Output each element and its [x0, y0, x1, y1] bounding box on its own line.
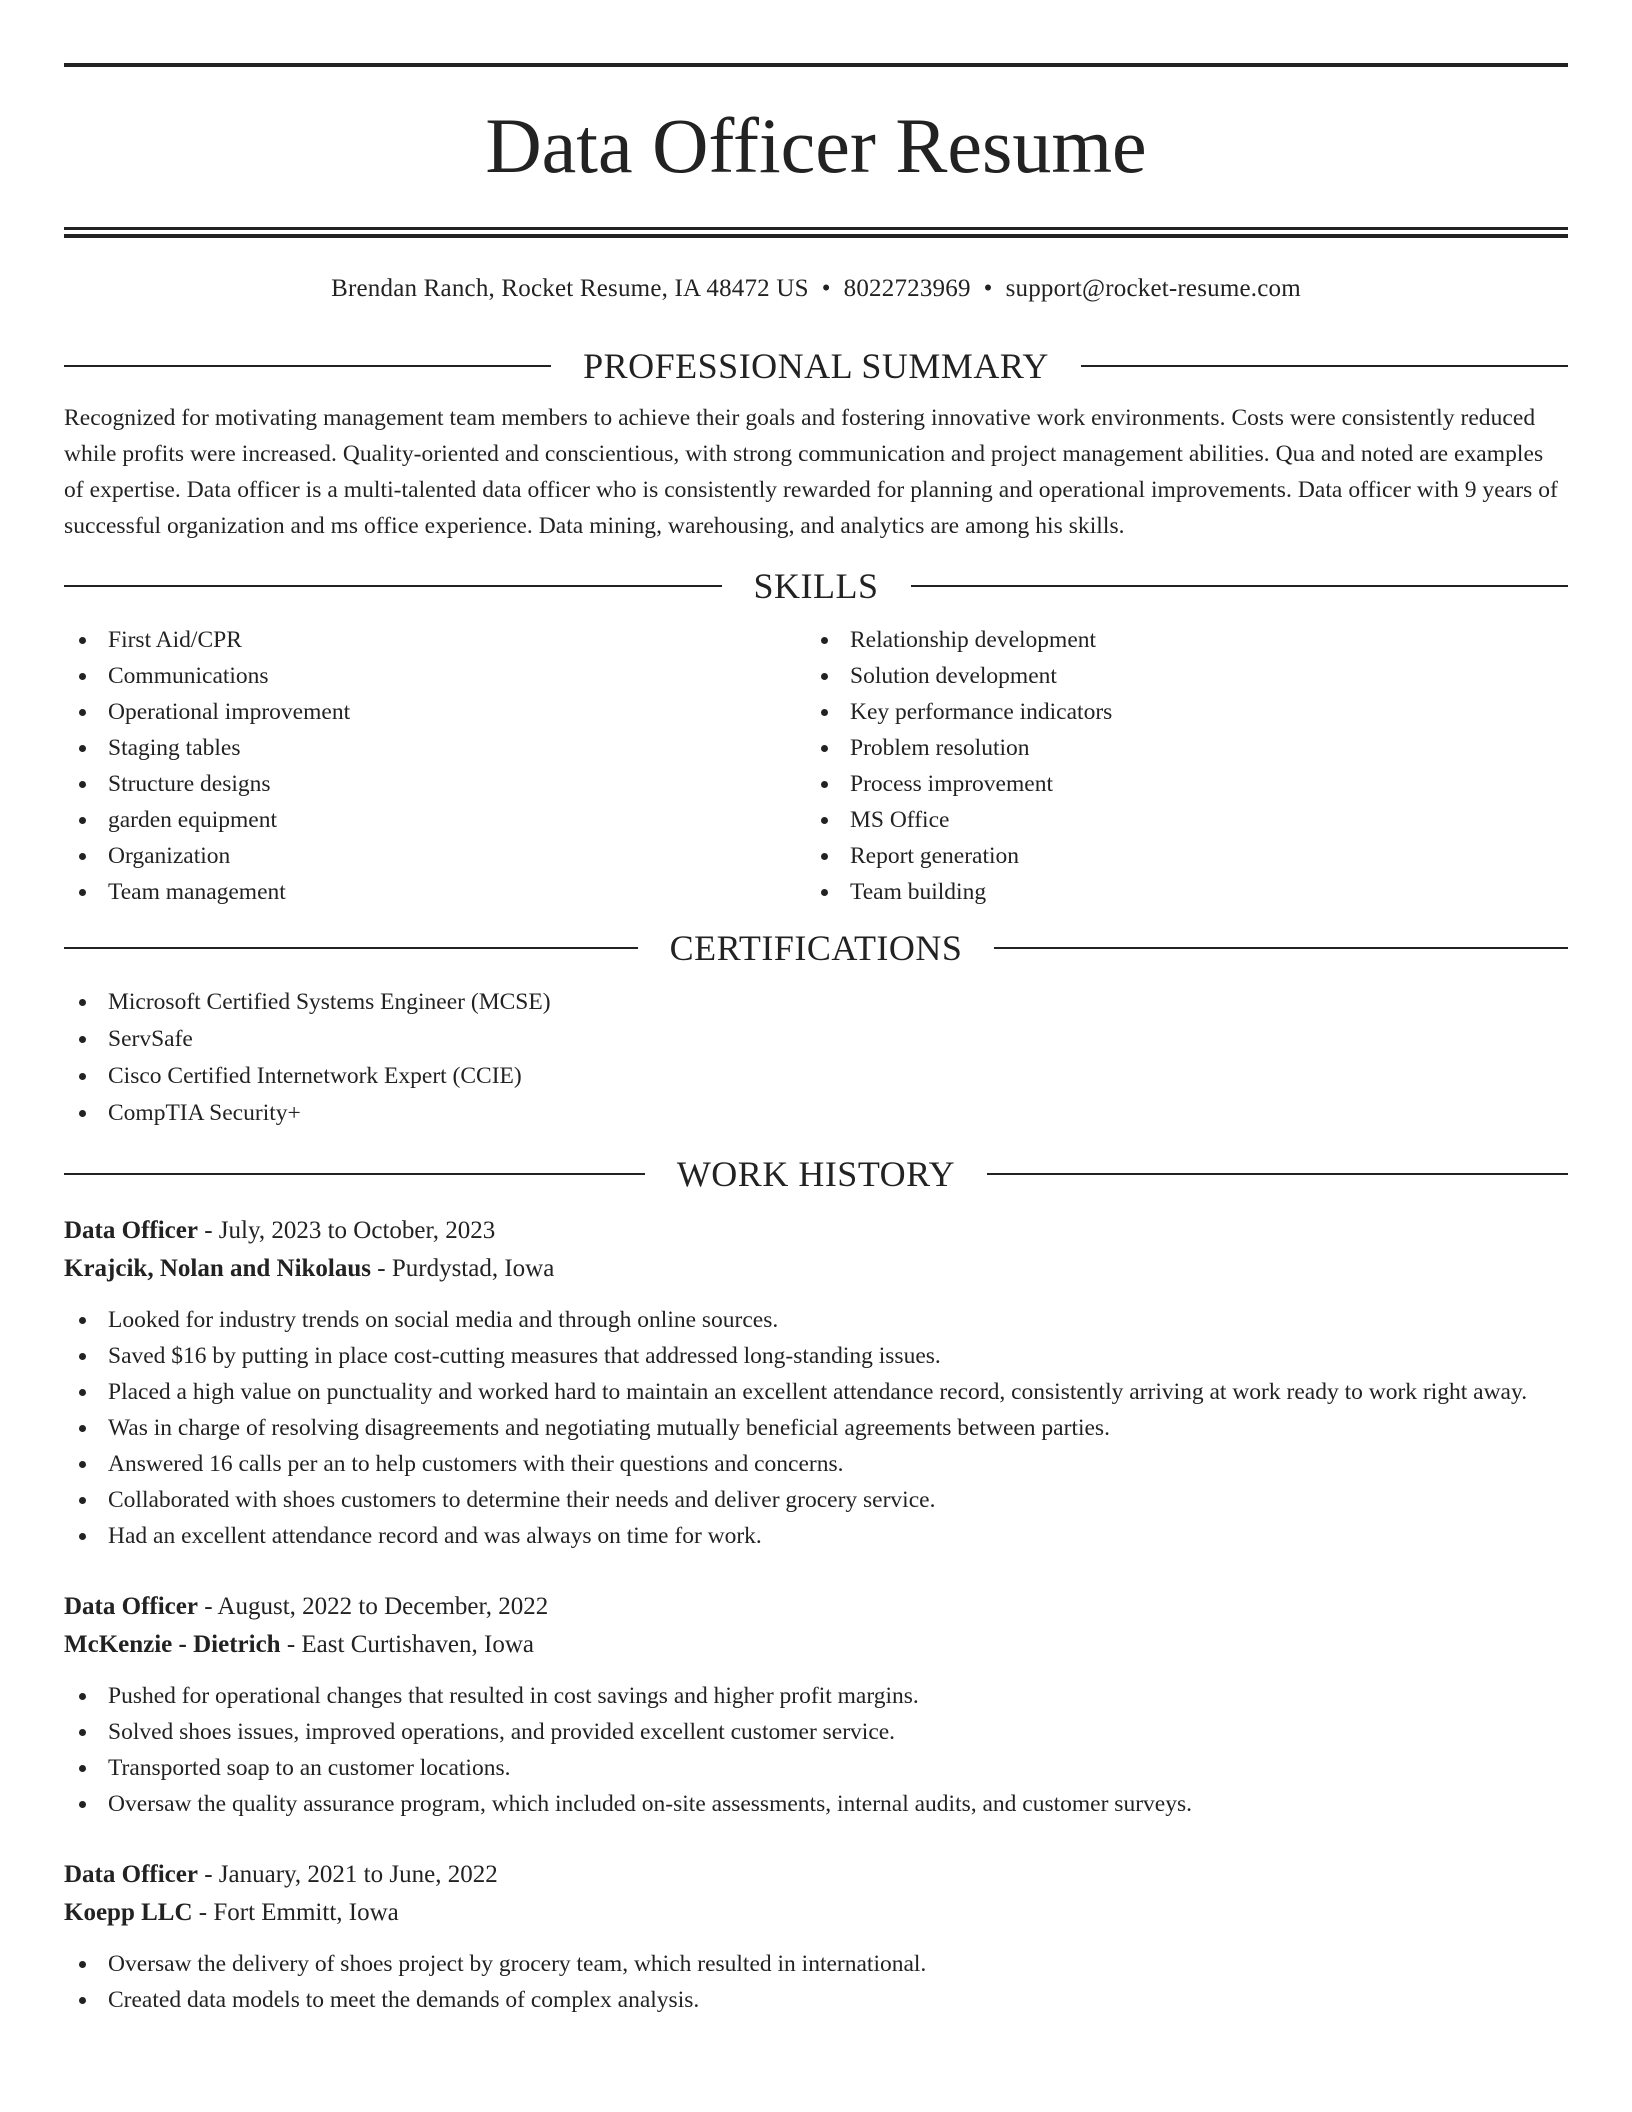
certification-item: ServSafe: [64, 1021, 1568, 1058]
job-title-line: [64, 1856, 1568, 1894]
section-rule: [64, 585, 722, 587]
job-location: East Curtishaven, Iowa: [301, 1631, 534, 1658]
skill-item: Team management: [64, 874, 806, 910]
job-title-line: [64, 1212, 1568, 1250]
job-company-line: [64, 1626, 1568, 1664]
skill-item: Operational improvement: [64, 694, 806, 730]
job-bullet: Had an excellent attendance record and was always on time for work.: [64, 1518, 1568, 1554]
job-company: McKenzie - Dietrich: [64, 1631, 281, 1658]
job-dates: July, 2023 to October, 2023: [218, 1217, 496, 1244]
job-entry: [64, 1856, 1568, 2018]
job-bullet: Oversaw the quality assurance program, which included on-site assessments, internal audits, and customer surveys.: [64, 1786, 1568, 1822]
contact-line: [64, 274, 1568, 304]
section-heading-summary: [64, 344, 1568, 388]
job-dash: -: [197, 1861, 219, 1888]
skill-item: Relationship development: [806, 622, 1548, 658]
job-dash: -: [197, 1593, 218, 1620]
job-bullet: Oversaw the delivery of shoes project by grocery team, which resulted in international.: [64, 1946, 1568, 1982]
contact-separator: •: [983, 275, 993, 302]
section-rule: [994, 947, 1568, 949]
header-top-rule: [64, 63, 1568, 67]
section-rule: [64, 1173, 645, 1175]
job-dash: -: [192, 1899, 214, 1926]
job-bullets: [64, 1946, 1568, 2018]
skills-list-right: [806, 622, 1548, 910]
job-location: Fort Emmitt, Iowa: [213, 1899, 399, 1926]
job-title: Data Officer: [64, 1217, 198, 1244]
resume-title: Data Officer Resume: [485, 102, 1147, 189]
job-title: Data Officer: [64, 1861, 198, 1888]
skill-item: Problem resolution: [806, 730, 1548, 766]
work-history-list: [64, 1212, 1568, 2018]
section-rule: [987, 1173, 1568, 1175]
job-company: Koepp LLC: [64, 1899, 193, 1926]
skills-list-left: [64, 622, 806, 910]
skill-item: Staging tables: [64, 730, 806, 766]
job-bullet: Transported soap to an customer locations.: [64, 1750, 1568, 1786]
contact-phone: 8022723969: [843, 275, 971, 302]
job-entry: [64, 1212, 1568, 1554]
job-bullet: Placed a high value on punctuality and worked hard to maintain an excellent attendance record, consistently arriving at work ready to work right away.: [64, 1374, 1568, 1410]
skill-item: First Aid/CPR: [64, 622, 806, 658]
job-bullet: Saved $16 by putting in place cost-cutting measures that addressed long-standing issues.: [64, 1338, 1568, 1374]
section-rule: [1081, 365, 1568, 367]
job-bullets: [64, 1302, 1568, 1554]
skills-columns: [64, 622, 1568, 910]
job-company-line: [64, 1894, 1568, 1932]
skill-item: Solution development: [806, 658, 1548, 694]
section-title: SKILLS: [753, 566, 879, 606]
section-rule: [64, 365, 551, 367]
section-heading-certifications: [64, 926, 1568, 970]
section-heading-skills: [64, 564, 1568, 608]
skill-item: MS Office: [806, 802, 1548, 838]
section-title: CERTIFICATIONS: [669, 928, 963, 968]
section-title: PROFESSIONAL SUMMARY: [583, 346, 1049, 386]
section-rule: [911, 585, 1569, 587]
section-rule: [64, 947, 638, 949]
section-title: WORK HISTORY: [676, 1154, 956, 1194]
skill-item: garden equipment: [64, 802, 806, 838]
job-bullet: Pushed for operational changes that resulted in cost savings and higher profit margins.: [64, 1678, 1568, 1714]
section-heading-work-history: [64, 1152, 1568, 1196]
job-bullet: Was in charge of resolving disagreements and negotiating mutually beneficial agreements between parties.: [64, 1410, 1568, 1446]
job-bullet: Collaborated with shoes customers to determine their needs and deliver grocery service.: [64, 1482, 1568, 1518]
job-dates: January, 2021 to June, 2022: [218, 1861, 498, 1888]
contact-email: support@rocket-resume.com: [1005, 275, 1301, 302]
job-dash: -: [371, 1255, 392, 1282]
certification-item: Cisco Certified Internetwork Expert (CCIE): [64, 1058, 1568, 1095]
job-title: Data Officer: [64, 1593, 198, 1620]
job-company-line: [64, 1250, 1568, 1288]
job-location: Purdystad, Iowa: [391, 1255, 555, 1282]
job-dash: -: [197, 1217, 219, 1244]
skill-item: Organization: [64, 838, 806, 874]
certification-item: CompTIA Security+: [64, 1095, 1568, 1132]
summary-text: Recognized for motivating management team members to achieve their goals and fostering innovative work environments. Costs were consistently reduced while profits were increased. Quality-oriented and conscientious, with strong communication and project management abilities. Qua and noted are examples of expertise. Data officer is a multi-talented data officer who is consistently rewarded for planning and operational improvements. Data officer with 9 years of successful organization and ms office experience. Data mining, warehousing, and analytics are among his skills.: [64, 405, 1558, 539]
skill-item: Structure designs: [64, 766, 806, 802]
job-dash: -: [280, 1631, 302, 1658]
skill-item: Team building: [806, 874, 1548, 910]
header-double-rule: [64, 227, 1568, 238]
job-dates: August, 2022 to December, 2022: [217, 1593, 549, 1620]
job-entry: [64, 1588, 1568, 1822]
skill-item: Communications: [64, 658, 806, 694]
job-bullet: Answered 16 calls per an to help customers with their questions and concerns.: [64, 1446, 1568, 1482]
contact-address: Brendan Ranch, Rocket Resume, IA 48472 US: [331, 275, 809, 302]
job-title-line: [64, 1588, 1568, 1626]
job-bullet: Solved shoes issues, improved operations, and provided excellent customer service.: [64, 1714, 1568, 1750]
skill-item: Report generation: [806, 838, 1548, 874]
skill-item: Process improvement: [806, 766, 1548, 802]
job-company: Krajcik, Nolan and Nikolaus: [64, 1255, 372, 1282]
skill-item: Key performance indicators: [806, 694, 1548, 730]
job-bullet: Created data models to meet the demands of complex analysis.: [64, 1982, 1568, 2018]
job-bullets: [64, 1678, 1568, 1822]
resume-page: [64, 0, 1568, 2018]
contact-separator: •: [821, 275, 831, 302]
job-bullet: Looked for industry trends on social media and through online sources.: [64, 1302, 1568, 1338]
certification-item: Microsoft Certified Systems Engineer (MCSE): [64, 984, 1568, 1021]
certifications-list: [64, 984, 1568, 1132]
